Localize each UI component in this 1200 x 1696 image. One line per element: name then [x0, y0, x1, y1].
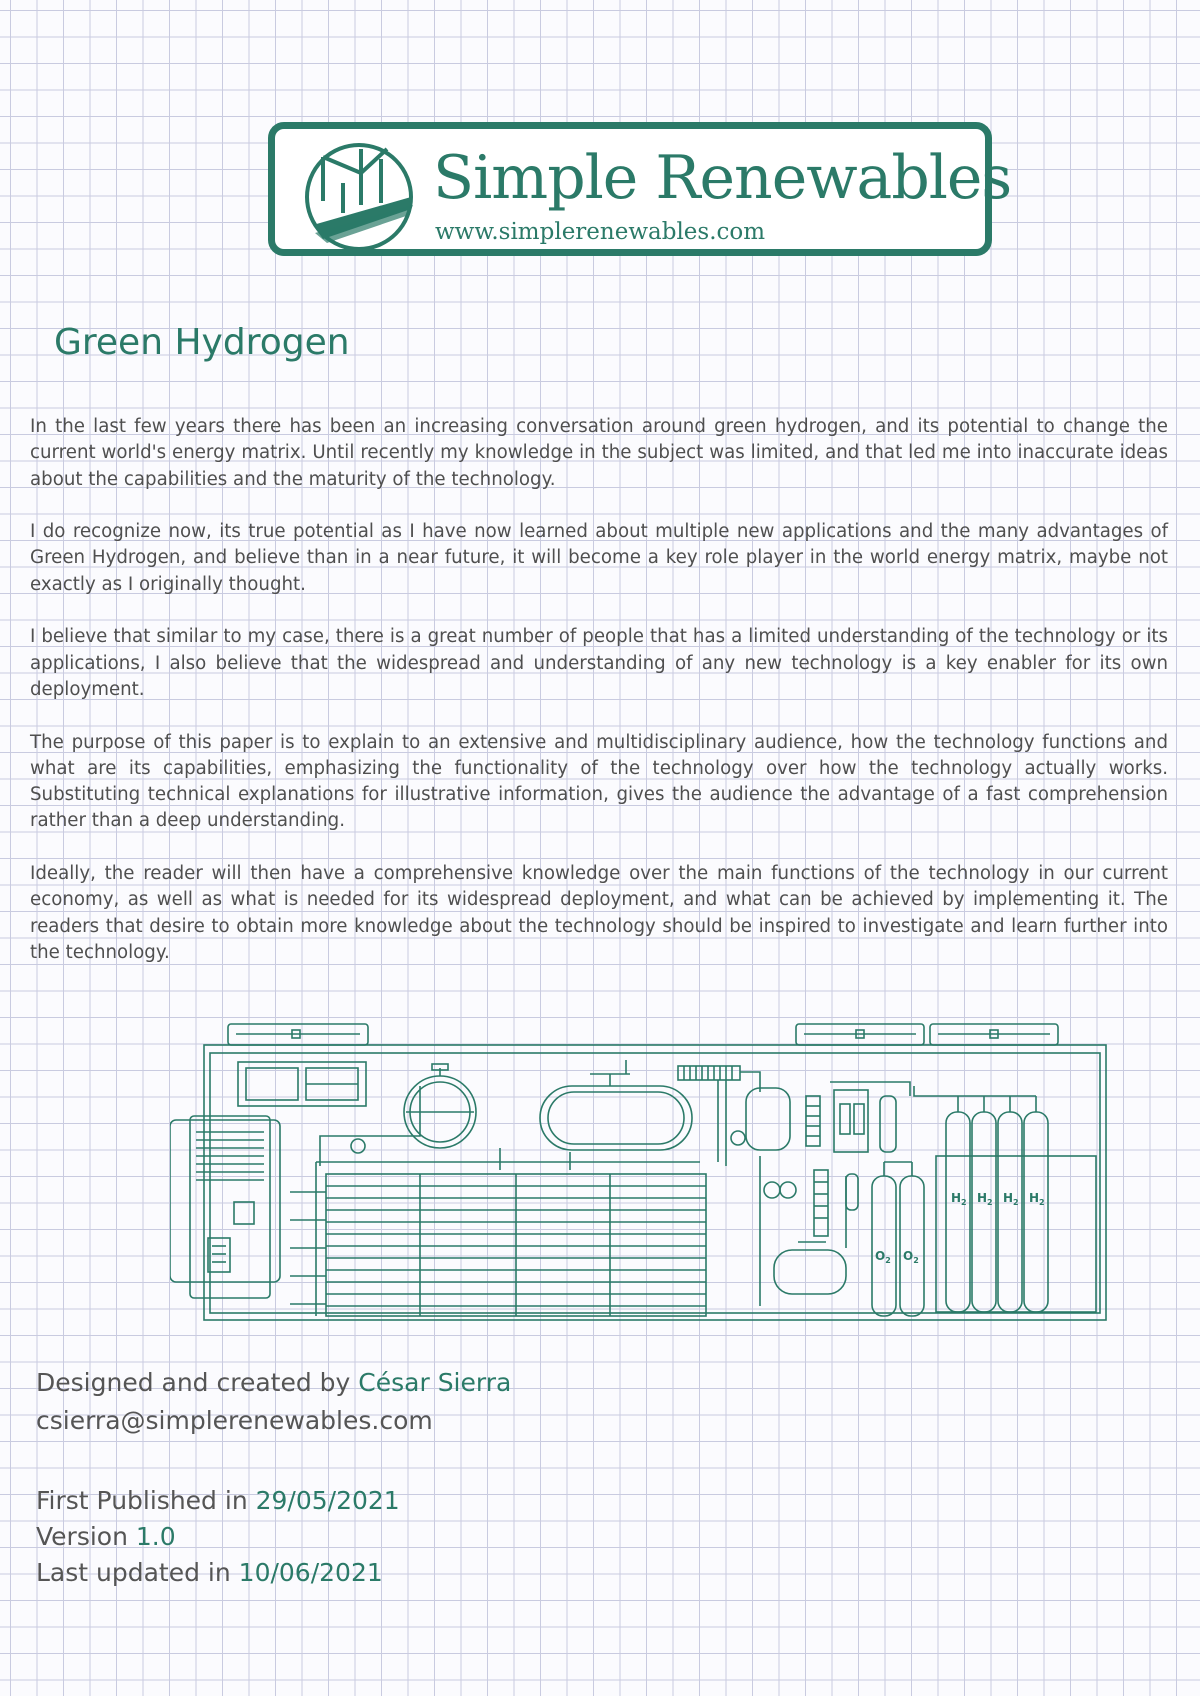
o2-label-2: $O_2$: [903, 1249, 919, 1265]
control-cabinet: [170, 1116, 280, 1298]
contact-email[interactable]: [36, 1406, 433, 1435]
intro-text: [30, 414, 1168, 993]
brand-url[interactable]: www.simplerenewables.com: [435, 219, 766, 245]
brand-name: Simple Renewables: [433, 143, 1012, 213]
version-line: [36, 1522, 176, 1551]
published-date: 29/05/2021: [255, 1486, 400, 1515]
updated-label: Last updated in: [36, 1558, 239, 1587]
oxygen-cylinders: [872, 1162, 924, 1316]
roof-fan-left: [228, 1024, 368, 1045]
version-number: 1.0: [135, 1522, 176, 1551]
storage-tank: [540, 1060, 692, 1150]
paragraph-2: I do recognize now, its true potential as I have now learned about multiple new applications and the many advantages of Green Hydrogen, and believe than in a near future, it will become a key role player in the world energy matrix, maybe not exactly as I originally thought.: [30, 521, 1168, 595]
email-user[interactable]: csierra@simplerenewables.com: [36, 1406, 433, 1435]
o2-label-1: $O_2$: [875, 1249, 891, 1265]
paragraph-4: The purpose of this paper is to explain to an extensive and multidisciplinary audience, how the technology functions and what are its capabilities, emphasizing the functionality of the technology over how the technology actually works. Substituting technical explanations for illustrative information, gives the audience the advantage of a fast comprehension rather than a deep understanding.: [30, 731, 1168, 832]
published-label: First Published in: [36, 1486, 256, 1515]
author-name: César Sierra: [358, 1368, 512, 1397]
h2-label-3: $H_2$: [1003, 1191, 1019, 1207]
h2-label-4: $H_2$: [1029, 1191, 1045, 1207]
electrolyser-stack: [290, 1162, 706, 1316]
roof-fan-center: [796, 1024, 924, 1045]
h2-label-1: $H_2$: [951, 1191, 967, 1207]
updated-line: [36, 1558, 383, 1587]
wind-turbine-logo-icon: [301, 143, 419, 251]
published-line: [36, 1486, 400, 1515]
credits-line: [36, 1368, 511, 1397]
hydrogen-container-diagram: [170, 1016, 1110, 1322]
version-label: Version: [36, 1522, 136, 1551]
h2-label-2: $H_2$: [977, 1191, 993, 1207]
paragraph-5: Ideally, the reader will then have a comprehensive knowledge over the main functions of the technology in our current economy, as well as what is needed for its widespread deployment, and what can be achieved by implementing it. The readers that desire to obtain more knowledge about the technology should be inspired to investigate and learn further into the technology.: [30, 863, 1168, 963]
roof-fan-right: [930, 1024, 1058, 1045]
page-title: Green Hydrogen: [54, 322, 350, 363]
updated-date: 10/06/2021: [238, 1558, 383, 1587]
paragraph-3: I believe that similar to my case, there is a great number of people that has a limited understanding of the technology or its applications, I also believe that the widespread and understanding of any new technology is a key enabler for its own deployment.: [30, 626, 1168, 700]
paragraph-1: In the last few years there has been an increasing conversation around green hydrogen, and its potential to change the current world's energy matrix. Until recently my knowledge in the subject was limited, and that led me into inaccurate ideas about the capabilities and the maturity of the technology.: [30, 416, 1168, 490]
heat-exchanger: [678, 1066, 760, 1092]
designed-by-label: Designed and created by: [36, 1368, 359, 1397]
brand-logo: [268, 122, 1012, 256]
